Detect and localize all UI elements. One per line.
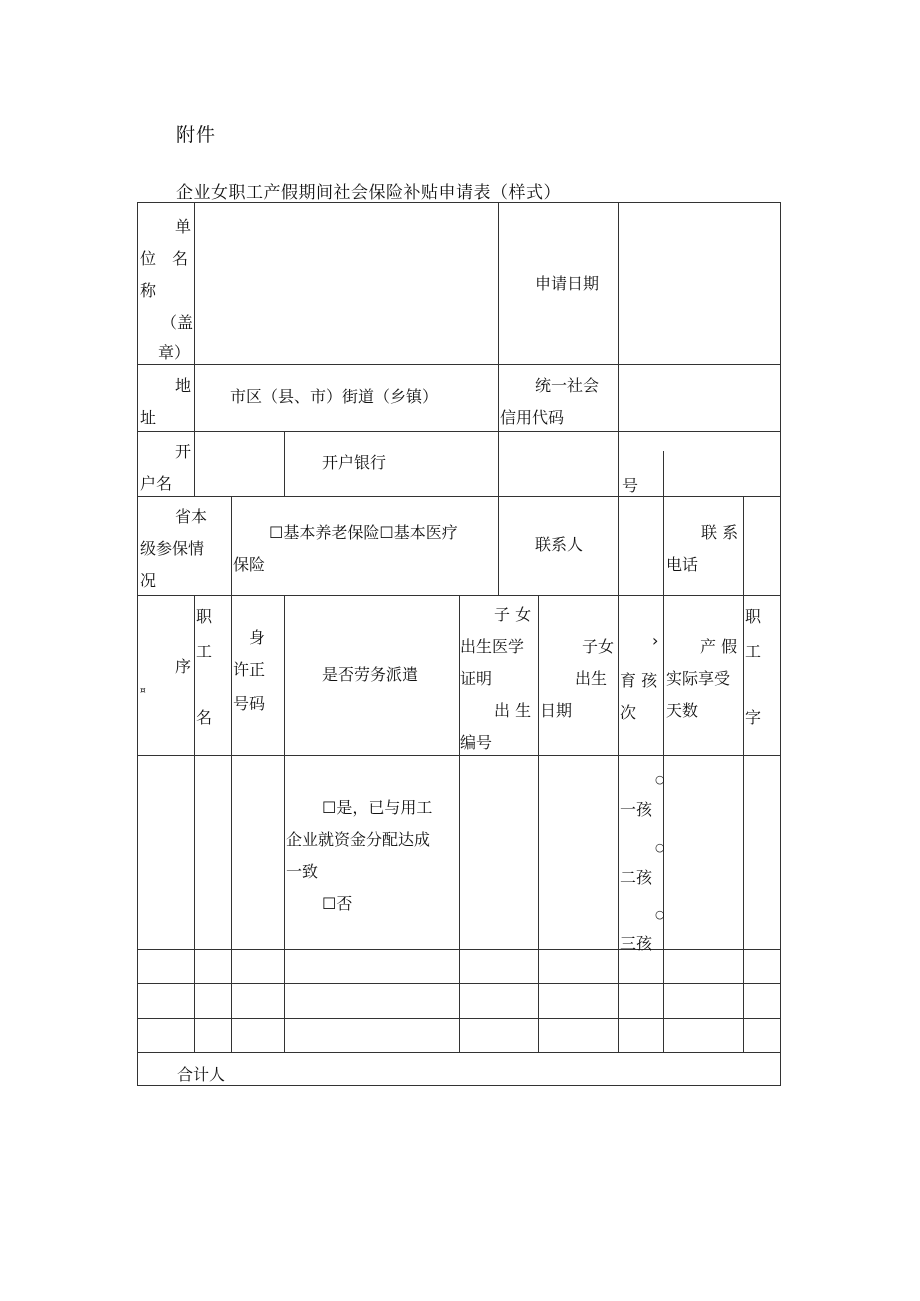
birth-date-header: 日期 bbox=[540, 701, 573, 720]
child-order-option: 一孩 bbox=[620, 800, 653, 819]
insurance-status-label: 省本 bbox=[175, 507, 208, 526]
leave-days-header: 产 假 bbox=[700, 637, 738, 656]
birth-date-cell[interactable] bbox=[539, 756, 617, 948]
unit-name-label: 章） bbox=[158, 343, 191, 362]
address-label: 地 bbox=[175, 376, 192, 395]
account-number-field[interactable] bbox=[664, 452, 779, 495]
birth-cert-header: 证明 bbox=[460, 669, 493, 688]
birth-cert-header: 出生医学 bbox=[460, 637, 525, 656]
dispatch-yes-option[interactable]: ☐是，已与用工 bbox=[322, 798, 433, 817]
unit-name-label: 位 名 bbox=[140, 249, 189, 268]
insurance-options: 保险 bbox=[233, 555, 266, 574]
dispatch-yes-text: 一致 bbox=[286, 862, 319, 881]
credit-code-field[interactable] bbox=[619, 365, 779, 430]
bank-field[interactable] bbox=[499, 432, 617, 495]
row-divider bbox=[138, 496, 780, 497]
radio-icon[interactable]: ○ bbox=[655, 773, 665, 786]
leave-days-cell[interactable] bbox=[664, 756, 742, 948]
apply-date-field[interactable] bbox=[619, 204, 779, 363]
employee-name-header: 工 bbox=[196, 642, 213, 661]
account-name-label: 开 bbox=[175, 442, 192, 461]
signature-header: 字 bbox=[745, 708, 762, 727]
radio-icon[interactable]: ○ bbox=[655, 908, 665, 921]
phone-label: 电话 bbox=[666, 555, 699, 574]
address-value[interactable]: 市区（县、市）街道（乡镇） bbox=[230, 387, 439, 406]
birth-order-header: 育 孩 bbox=[620, 671, 658, 690]
phone-field[interactable] bbox=[744, 497, 779, 594]
id-number-header: 号码 bbox=[233, 694, 266, 713]
col-divider bbox=[284, 595, 285, 1052]
contact-label: 联系人 bbox=[535, 535, 584, 554]
birth-date-header: 出生 bbox=[575, 669, 608, 688]
unit-name-label: 单 bbox=[175, 217, 192, 236]
employee-name-cell[interactable] bbox=[195, 756, 230, 948]
unit-name-label: （盖 bbox=[161, 313, 194, 332]
birth-cert-header: 编号 bbox=[460, 733, 493, 752]
id-number-header: 许正 bbox=[233, 660, 266, 679]
birth-date-header: 子女 bbox=[582, 637, 615, 656]
birth-cert-header: 出 生 bbox=[494, 701, 532, 720]
signature-cell[interactable] bbox=[744, 756, 779, 948]
address-label: 址 bbox=[140, 408, 157, 427]
seq-mark: ¤ bbox=[140, 686, 146, 696]
seq-header: 序 bbox=[175, 657, 192, 676]
leave-days-header: 实际享受 bbox=[666, 669, 731, 688]
signature-header: 工 bbox=[745, 642, 762, 661]
apply-date-label: 申请日期 bbox=[535, 274, 600, 293]
child-order-clip bbox=[619, 907, 665, 953]
employee-name-header: 名 bbox=[196, 708, 213, 727]
dispatch-header: 是否劳务派遣 bbox=[322, 665, 419, 684]
contact-field[interactable] bbox=[619, 497, 662, 594]
attachment-label: 附件 bbox=[176, 124, 217, 146]
seq-cell[interactable] bbox=[139, 756, 193, 948]
account-name-label: 户名 bbox=[140, 474, 173, 493]
radio-icon[interactable]: ○ bbox=[655, 841, 665, 854]
signature-header: 职 bbox=[745, 607, 762, 626]
id-number-cell[interactable] bbox=[232, 756, 283, 948]
birth-cert-cell[interactable] bbox=[460, 756, 537, 948]
birth-order-mark: › bbox=[652, 631, 659, 650]
total-label: 合计人 bbox=[177, 1065, 226, 1084]
child-order-option: 二孩 bbox=[620, 868, 653, 887]
col-divider bbox=[498, 203, 499, 595]
insurance-status-label: 况 bbox=[140, 571, 157, 590]
leave-days-header: 天数 bbox=[666, 701, 699, 720]
phone-label: 联 系 bbox=[701, 523, 739, 542]
account-number-label: 号 bbox=[622, 476, 639, 495]
unit-name-label: 称 bbox=[140, 281, 157, 300]
birth-order-header: 次 bbox=[620, 703, 637, 722]
credit-code-label: 统一社会 bbox=[535, 376, 600, 395]
row-divider bbox=[138, 1052, 780, 1053]
dispatch-no-option[interactable]: ☐否 bbox=[322, 894, 353, 913]
dispatch-yes-text: 企业就资金分配达成 bbox=[286, 830, 431, 849]
bank-label: 开户银行 bbox=[322, 453, 387, 472]
id-number-header: 身 bbox=[249, 628, 266, 647]
child-order-option: 三孩 bbox=[620, 934, 653, 953]
application-form-table bbox=[137, 202, 781, 1086]
form-title: 企业女职工产假期间社会保险补贴申请表（样式） bbox=[176, 183, 561, 203]
unit-name-field[interactable] bbox=[195, 204, 497, 363]
birth-cert-header: 子 女 bbox=[494, 605, 532, 624]
credit-code-label: 信用代码 bbox=[500, 408, 565, 427]
col-divider bbox=[284, 431, 285, 496]
employee-name-header: 职 bbox=[196, 607, 213, 626]
account-name-field[interactable] bbox=[195, 432, 283, 495]
insurance-options[interactable]: ☐基本养老保险☐基本医疗 bbox=[269, 523, 458, 542]
insurance-status-label: 级参保情 bbox=[140, 539, 205, 558]
